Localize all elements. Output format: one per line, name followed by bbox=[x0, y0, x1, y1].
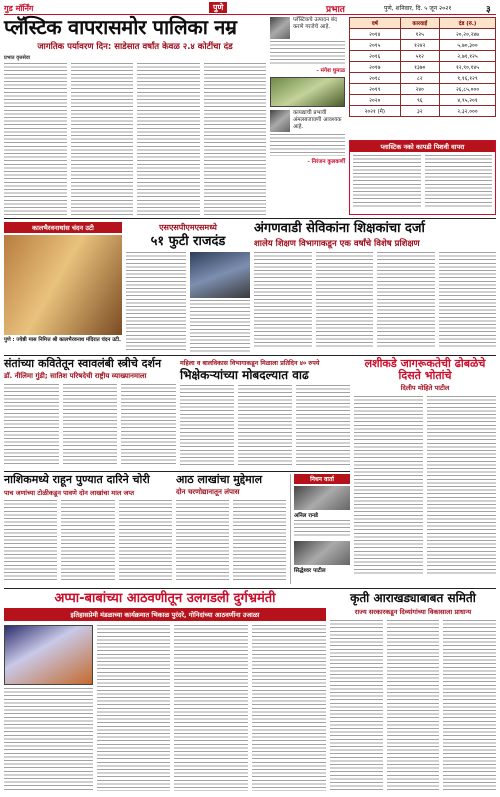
plastic-photo bbox=[270, 77, 345, 107]
vaccine-story bbox=[354, 358, 496, 568]
saints-subtitle: डॉ. नीलिमा गुंडी; सातिश परिषदेची राष्ट्रीय व्याख्यानमाला bbox=[4, 371, 147, 380]
lead-title: प्लॅस्टिक वापरासमोर पालिका नम्र bbox=[4, 15, 237, 39]
rajdand-photo bbox=[190, 252, 250, 298]
burglary-subtitle: दोन चरणोद्यानातून लंपास bbox=[176, 487, 240, 496]
obit-photo-1 bbox=[294, 486, 350, 510]
rajdand-story bbox=[126, 222, 250, 352]
beggars-story bbox=[180, 358, 350, 468]
sidebar-quote: प्लॅस्टिकचे उत्पादन बंद करणे गरजेचे आहे. bbox=[293, 17, 337, 30]
sidebar-name: - मंगेश धुमाळ bbox=[316, 68, 345, 74]
saints-title: संतांच्या कवितेतून स्वावलंबी स्त्रीचे दर्शन bbox=[4, 357, 162, 370]
fort-event-photo bbox=[4, 625, 93, 685]
theft-title: नाशिकमध्ये राहून पुण्यात दारिने चोरी bbox=[4, 473, 150, 486]
lead-story bbox=[4, 17, 266, 215]
table-row: २०१९ २४० २६,८५,००० bbox=[350, 84, 496, 95]
table-header: कारवाई bbox=[400, 18, 439, 29]
table-row: २०१७ १३७० १२,९०,१४५ bbox=[350, 62, 496, 73]
page-number: ३ bbox=[486, 5, 491, 15]
lead-sidebar bbox=[270, 17, 345, 215]
sidebar-name-2: - निरंजन कुलकर्णी bbox=[307, 159, 345, 165]
plastic-box bbox=[349, 140, 496, 215]
fort-subtitle: इतिहासप्रेमी मंडळाच्या कार्यक्रमात भिकाळ पुरंदरे, गोनिदांच्या आठवणींना उजाळा bbox=[4, 608, 326, 621]
paper-logo: प्रभात bbox=[326, 5, 345, 15]
portrait-photo-2 bbox=[270, 110, 290, 132]
page-header bbox=[4, 2, 496, 15]
theft-subtitle: पाच जणांच्या टोळीकडून पावणे दोन लाखांचा माल जप्त bbox=[4, 488, 135, 497]
vaccine-title: लशीकडे जागरूकतेची ढोबळेचे दिसते भोतांचे bbox=[364, 357, 486, 382]
disability-story bbox=[330, 592, 496, 792]
lead-dateline: प्रभात वृत्तसेवा bbox=[4, 55, 30, 61]
lead-body bbox=[4, 63, 266, 215]
temple-story bbox=[4, 222, 122, 352]
disability-title: कृती आराखड्याबाबत समिती bbox=[350, 591, 476, 605]
table-row: २०२१ (मे) ३२ २,३२,००० bbox=[350, 106, 496, 117]
divider bbox=[4, 355, 496, 356]
saints-story bbox=[4, 358, 176, 468]
burglary-title: आठ लाखांचा मुद्देमाल bbox=[176, 473, 263, 486]
city-label: पुणे bbox=[209, 2, 227, 13]
temple-photo bbox=[4, 235, 122, 335]
anganwadi-subtitle: शालेय शिक्षण विभागाकडून एक वर्षांचे विशेष प्रशिक्षण bbox=[254, 238, 420, 249]
theft-story bbox=[4, 474, 172, 584]
obit-name-2: सिद्धेश्वर पाटील bbox=[294, 568, 326, 574]
box-title: प्लास्टिक नको कापडी पिशवी वापरा bbox=[350, 141, 495, 152]
divider bbox=[4, 588, 496, 589]
table-row: २०१५ १२४२ ५,७०,३०० bbox=[350, 40, 496, 51]
table-header: वर्ष bbox=[350, 18, 401, 29]
table-row: २०१४ १२५ २०,२०,२४७ bbox=[350, 29, 496, 40]
table-row: २०१६ ५१२ २,७१,१२५ bbox=[350, 51, 496, 62]
rajdand-title: ५१ फुटी राजदंड bbox=[150, 234, 226, 249]
fine-table bbox=[349, 17, 496, 135]
rajdand-kicker: एसएसपीएमएसमध्ये bbox=[159, 223, 217, 232]
obit-photo-2 bbox=[294, 541, 350, 565]
vaccine-subtitle: दिलीप मोहिते पाटील bbox=[400, 384, 450, 393]
portrait-photo bbox=[270, 17, 290, 39]
fort-story bbox=[4, 592, 326, 792]
table-header: दंड (रु.) bbox=[440, 18, 496, 29]
lead-subtitle: जागतिक पर्यावरण दिन: साडेसात वर्षांत केवळ २.४ कोटींचा दंड bbox=[37, 42, 233, 52]
table-row: २०२० ९६ ४,९५,२०१ bbox=[350, 95, 496, 106]
beggars-title: भिक्षेकऱ्यांच्या मोबदल्यात वाढ bbox=[180, 368, 309, 382]
sidebar-quote-2: कायद्याची प्रभावी अंमलबजावणी आवश्यक आहे. bbox=[293, 110, 342, 130]
divider bbox=[4, 471, 350, 472]
temple-caption: पुणे : ज्येष्ठी मास निमित्त श्री कालभैरवनाथ मंदिरात चंदन उटी. bbox=[4, 337, 121, 343]
anganwadi-title: अंगणवाडी सेविकांना शिक्षकांचा दर्जा bbox=[254, 221, 425, 236]
obit-name-1: अनिल रानडे bbox=[294, 513, 318, 519]
obituary-box bbox=[290, 474, 350, 584]
fort-title: अप्पा-बाबांच्या आठवणीतून उलगडली दुर्गभ्रमंती bbox=[54, 591, 276, 606]
temple-kicker: कालभैरवनाथांस चंदन उटी bbox=[4, 222, 122, 233]
section-label: गुड मॉर्निंग bbox=[4, 4, 34, 13]
anganwadi-story bbox=[254, 222, 496, 352]
beggars-kicker: महिला व बालविकास विभागाकडून मिळाला प्रतिदिन ४० रुपये bbox=[180, 360, 320, 367]
date-line: पुणे, शनिवार, दि. ५ जून २०२१ bbox=[384, 5, 452, 12]
divider bbox=[4, 218, 496, 219]
burglary-story bbox=[176, 474, 286, 584]
disability-subtitle: राज्य सरकारकडून दिव्यांगांच्या विकासाला प्राधान्य bbox=[354, 607, 472, 616]
obituary-label: निधन वार्ता bbox=[294, 474, 350, 484]
table-row: २०१८ ८२ १,१६,१२९ bbox=[350, 73, 496, 84]
